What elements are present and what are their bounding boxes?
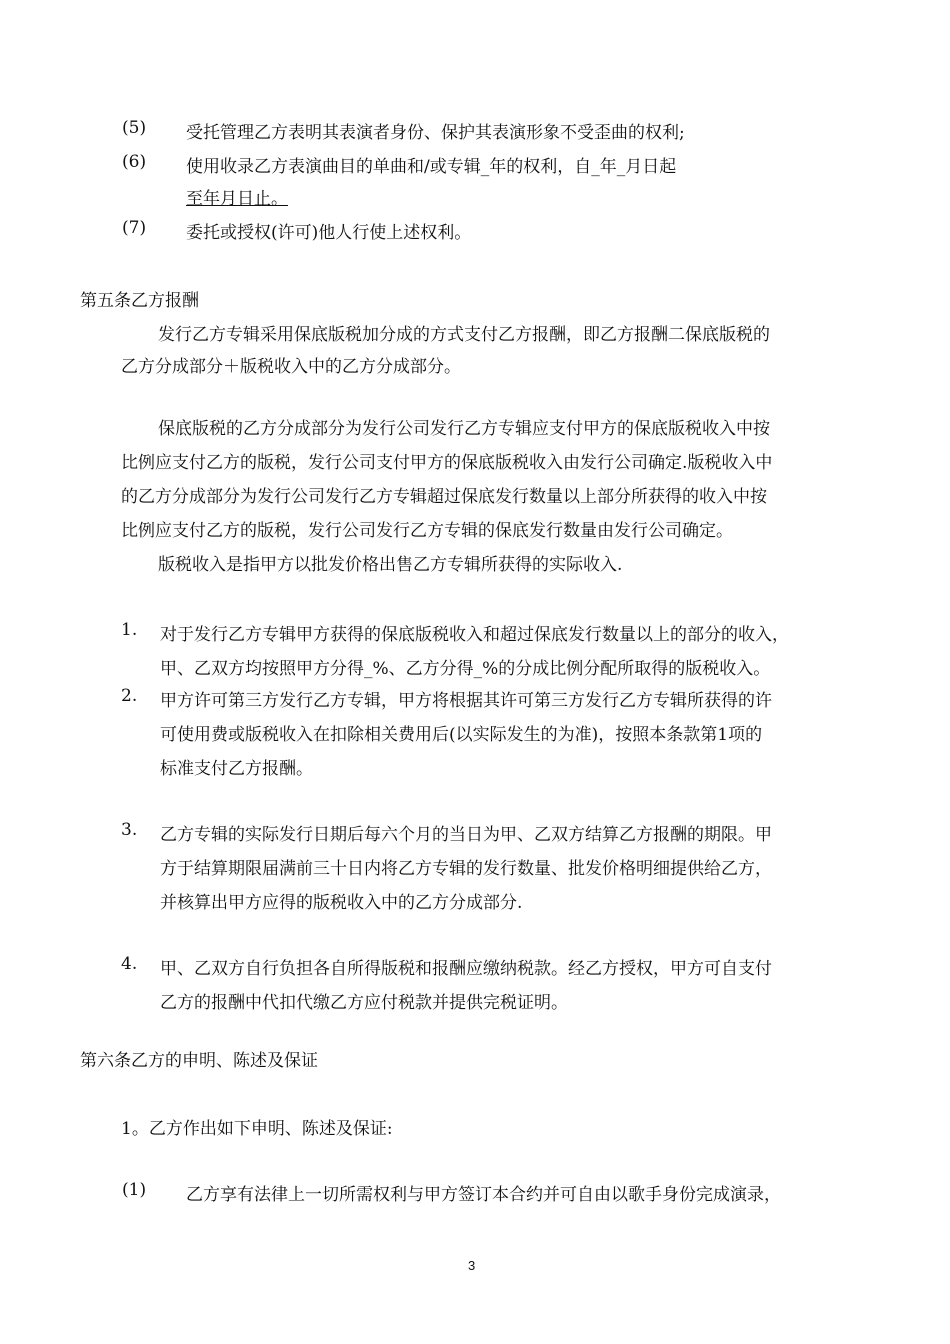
list-item-line: 甲方许可第三方发行乙方专辑，甲方将根据其许可第三方发行乙方专辑所获得的许: [160, 691, 772, 711]
list-number: 4.: [121, 954, 138, 974]
list-item-line: 乙方专辑的实际发行日期后每六个月的当日为甲、乙双方结算乙方报酬的期限。甲: [160, 825, 772, 845]
list-item-line: 并核算出甲方应得的版税收入中的乙方分成部分.: [160, 893, 523, 913]
list-item-line: 方于结算期限届满前三十日内将乙方专辑的发行数量、批发价格明细提供给乙方，: [160, 859, 772, 879]
list-number: 3.: [121, 820, 138, 840]
list-number: 1.: [121, 620, 138, 640]
item-text: 受托管理乙方表明其表演者身份、保护其表演形象不受歪曲的权利;: [186, 123, 685, 143]
list-item-line: 甲、乙双方自行负担各自所得版税和报酬应缴纳税款。经乙方授权，甲方可自支付: [160, 959, 772, 979]
list-number: 2.: [121, 686, 138, 706]
item-text: 使用收录乙方表演曲目的单曲和/或专辑_年的权利，自_年_月日起: [186, 157, 677, 177]
list-item-line: 甲、乙双方均按照甲方分得_%、乙方分得_%的分成比例分配所取得的版税收入。: [160, 659, 771, 679]
item-text: 委托或授权(许可)他人行使上述权利。: [186, 223, 472, 243]
item-number: (6): [122, 152, 147, 172]
paragraph-line: 乙方分成部分＋版税收入中的乙方分成部分。: [121, 357, 461, 377]
list-item-line: 可使用费或版税收入在扣除相关费用后(以实际发生的为准)，按照本条款第1项的: [160, 725, 763, 745]
paragraph-line: 比例应支付乙方的版税，发行公司支付甲方的保底版税收入由发行公司确定.版税收入中: [121, 453, 773, 473]
list-item-line: 对于发行乙方专辑甲方获得的保底版税收入和超过保底发行数量以上的部分的收入，: [160, 625, 789, 645]
item-number: (1): [122, 1180, 147, 1200]
item-text: 乙方享有法律上一切所需权利与甲方签订本合约并可自由以歌手身份完成演录，: [186, 1185, 781, 1205]
paragraph-line: 发行乙方专辑采用保底版税加分成的方式支付乙方报酬，即乙方报酬二保底版税的: [158, 325, 770, 345]
list-item-line: 乙方的报酬中代扣代缴乙方应付税款并提供完税证明。: [160, 993, 568, 1013]
paragraph-line: 版税收入是指甲方以批发价格出售乙方专辑所获得的实际收入.: [158, 555, 623, 575]
list-item-line: 标准支付乙方报酬。: [160, 759, 313, 779]
paragraph-line: 保底版税的乙方分成部分为发行公司发行乙方专辑应支付甲方的保底版税收入中按: [158, 419, 770, 439]
item-number: (7): [122, 218, 147, 238]
paragraph-line: 的乙方分成部分为发行公司发行乙方专辑超过保底发行数量以上部分所获得的收入中按: [121, 487, 767, 507]
section-heading: 第六条乙方的申明、陈述及保证: [80, 1051, 318, 1071]
section-heading: 第五条乙方报酬: [80, 291, 199, 311]
item-text-continuation: 至年月日止。: [186, 189, 288, 209]
page-number: 3: [468, 1258, 476, 1273]
item-number: (5): [122, 118, 147, 138]
paragraph-line: 1。乙方作出如下申明、陈述及保证:: [121, 1119, 393, 1139]
paragraph-line: 比例应支付乙方的版税，发行公司发行乙方专辑的保底发行数量由发行公司确定。: [121, 521, 733, 541]
